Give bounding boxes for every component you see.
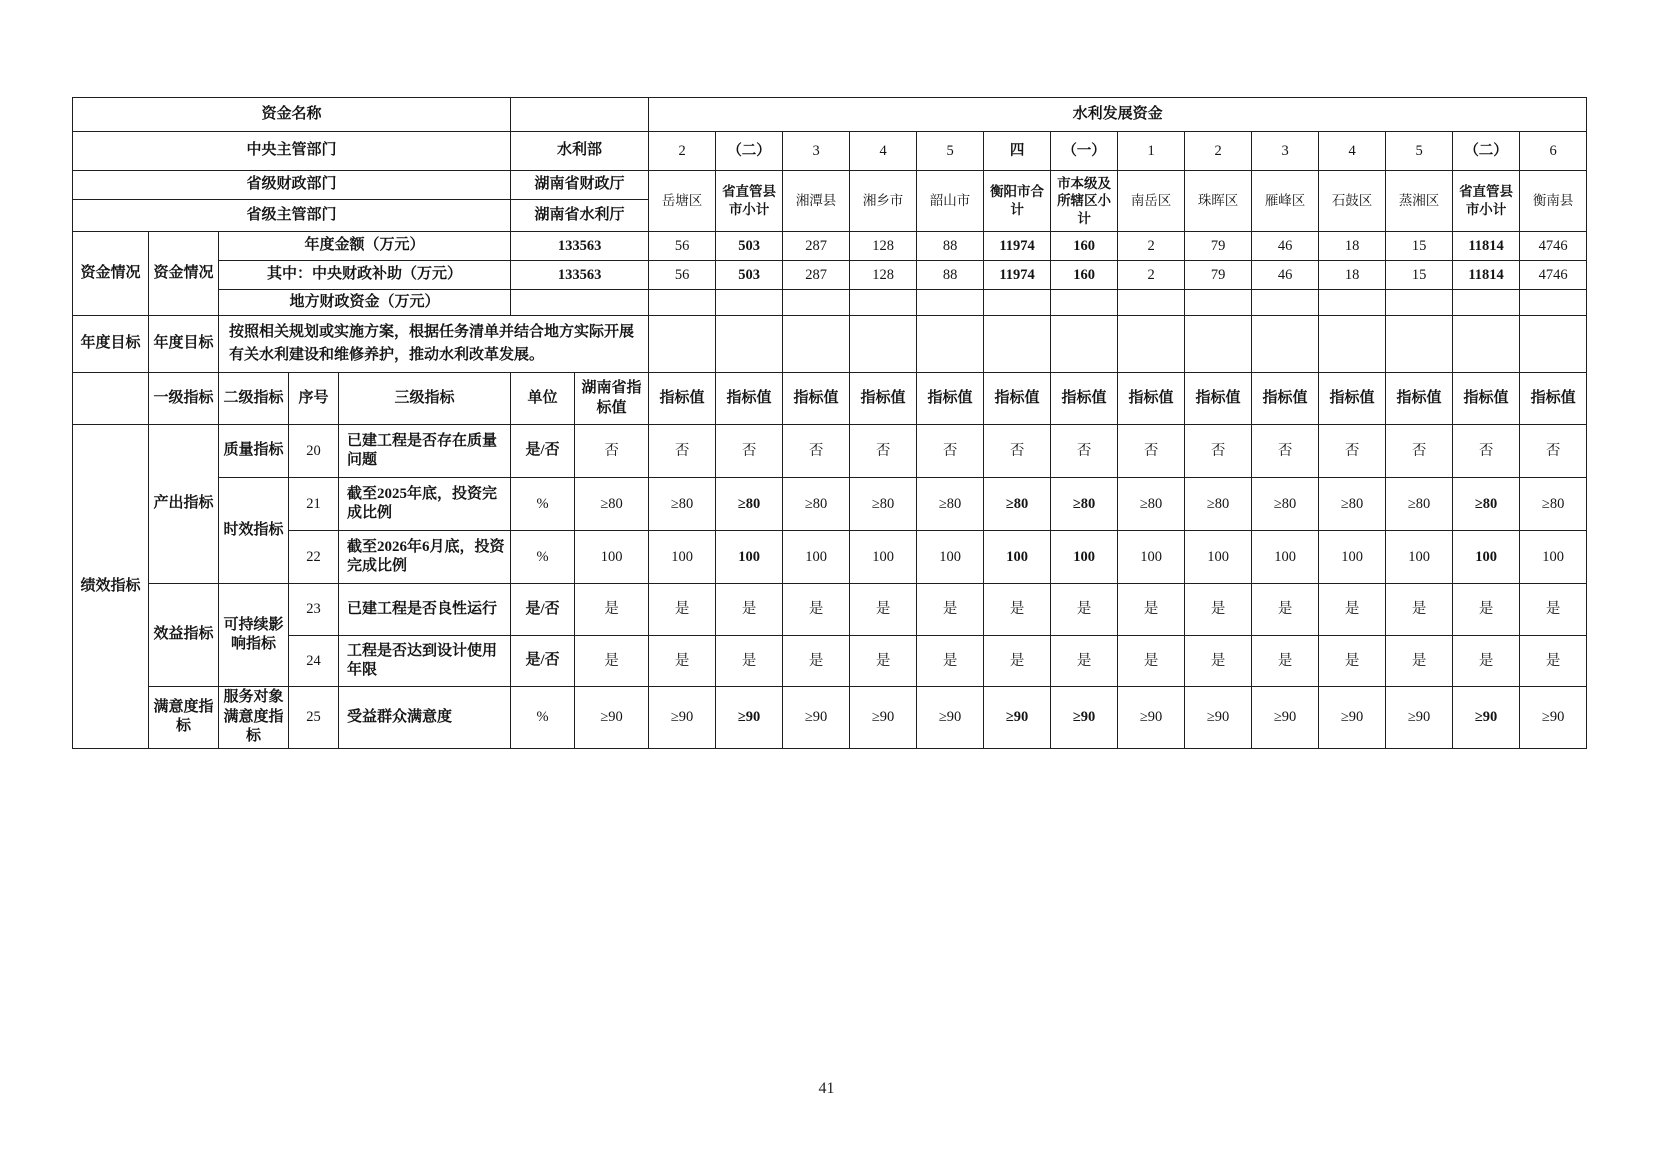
value-cell: ≥80 xyxy=(1252,478,1319,531)
empty-cell xyxy=(1319,290,1386,316)
value-cell: 否 xyxy=(917,425,984,478)
value-cell: ≥90 xyxy=(917,687,984,749)
row-annual-goal xyxy=(73,316,1587,373)
row-central-subsidy xyxy=(73,261,1587,290)
indicator-value-header: 指标值 xyxy=(1051,373,1118,425)
value-cell: 100 xyxy=(1185,531,1252,584)
value-cell: 100 xyxy=(984,531,1051,584)
value-cell: ≥90 xyxy=(1185,687,1252,749)
region-header-cell: 湘潭县 xyxy=(783,171,850,232)
region-header-cell: 珠晖区 xyxy=(1185,171,1252,232)
empty-cell xyxy=(511,98,649,132)
value-cell: 11814 xyxy=(1453,261,1520,290)
indicator-value-header: 指标值 xyxy=(783,373,850,425)
indicator-value-header: 指标值 xyxy=(1319,373,1386,425)
value-cell: 否 xyxy=(783,425,850,478)
column-number-cell: 5 xyxy=(917,132,984,171)
value-cell: 是 xyxy=(783,584,850,636)
value-cell: 是 xyxy=(1118,636,1185,687)
perf-section-label: 绩效指标 xyxy=(73,425,149,749)
column-number-cell: 2 xyxy=(1185,132,1252,171)
indicator-value-header: 指标值 xyxy=(1185,373,1252,425)
hunan-value-cell: 是 xyxy=(575,584,649,636)
empty-cell xyxy=(984,290,1051,316)
indicator-value-header: 指标值 xyxy=(1453,373,1520,425)
empty-cell xyxy=(1453,316,1520,373)
indicator-value-header: 指标值 xyxy=(1520,373,1587,425)
indicator-value-header: 指标值 xyxy=(1252,373,1319,425)
value-cell: 2 xyxy=(1118,261,1185,290)
central-dept-label: 中央主管部门 xyxy=(73,132,511,171)
hunan-value-cell: 是 xyxy=(575,636,649,687)
hunan-value-cell: 133563 xyxy=(511,232,649,261)
page-number: 41 xyxy=(818,1080,835,1097)
column-number-cell: 4 xyxy=(850,132,917,171)
empty-cell xyxy=(1185,316,1252,373)
fund-row-label: 年度金额（万元） xyxy=(219,232,511,261)
value-cell: ≥90 xyxy=(1520,687,1587,749)
level2-cell: 服务对象满意度指标 xyxy=(219,687,289,749)
hunan-value-cell: 否 xyxy=(575,425,649,478)
value-cell: ≥80 xyxy=(716,478,783,531)
row-fund-name xyxy=(73,98,1587,132)
empty-cell xyxy=(917,290,984,316)
value-cell: ≥80 xyxy=(1118,478,1185,531)
hunan-value-cell: ≥80 xyxy=(575,478,649,531)
value-cell: 否 xyxy=(716,425,783,478)
region-header-cell: 省直管县市小计 xyxy=(1453,171,1520,232)
value-cell: 100 xyxy=(1118,531,1185,584)
column-number-cell: 3 xyxy=(1252,132,1319,171)
value-cell: 100 xyxy=(716,531,783,584)
value-cell: 11814 xyxy=(1453,232,1520,261)
value-cell: ≥80 xyxy=(1520,478,1587,531)
row-indicator-22 xyxy=(73,531,1587,584)
value-cell: 否 xyxy=(1185,425,1252,478)
value-cell: 79 xyxy=(1185,261,1252,290)
fund-section-label: 资金情况 xyxy=(149,232,219,316)
unit-header: 单位 xyxy=(511,373,575,425)
value-cell: 100 xyxy=(649,531,716,584)
empty-cell xyxy=(1252,290,1319,316)
value-cell: 18 xyxy=(1319,232,1386,261)
empty-cell xyxy=(649,316,716,373)
row-indicator-25 xyxy=(73,687,1587,749)
value-cell: 是 xyxy=(1051,584,1118,636)
value-cell: 503 xyxy=(716,261,783,290)
value-cell: ≥90 xyxy=(783,687,850,749)
empty-cell xyxy=(1319,316,1386,373)
level3-cell: 截至2025年底，投资完成比例 xyxy=(339,478,511,531)
empty-cell xyxy=(1051,316,1118,373)
value-cell: 4746 xyxy=(1520,261,1587,290)
value-cell: 是 xyxy=(649,584,716,636)
empty-cell xyxy=(984,316,1051,373)
value-cell: 15 xyxy=(1386,261,1453,290)
level1-cell: 产出指标 xyxy=(149,425,219,584)
empty-cell xyxy=(917,316,984,373)
value-cell: 287 xyxy=(783,261,850,290)
hunan-value-cell: 133563 xyxy=(511,261,649,290)
row-central-dept xyxy=(73,132,1587,171)
value-cell: 88 xyxy=(917,232,984,261)
value-cell: 15 xyxy=(1386,232,1453,261)
region-header-cell: 衡阳市合计 xyxy=(984,171,1051,232)
value-cell: 是 xyxy=(1051,636,1118,687)
value-cell: 是 xyxy=(1520,584,1587,636)
empty-cell xyxy=(73,373,149,425)
seq-header: 序号 xyxy=(289,373,339,425)
region-header-cell: 蒸湘区 xyxy=(1386,171,1453,232)
value-cell: 否 xyxy=(1051,425,1118,478)
fund-section-label: 资金情况 xyxy=(73,232,149,316)
fund-row-label: 地方财政资金（万元） xyxy=(219,290,511,316)
value-cell: 18 xyxy=(1319,261,1386,290)
value-cell: 是 xyxy=(1453,636,1520,687)
fund-name-label: 资金名称 xyxy=(73,98,511,132)
value-cell: 是 xyxy=(984,636,1051,687)
empty-cell xyxy=(1185,290,1252,316)
empty-cell xyxy=(850,316,917,373)
level3-cell: 已建工程是否良性运行 xyxy=(339,584,511,636)
column-number-cell: 4 xyxy=(1319,132,1386,171)
value-cell: 是 xyxy=(1319,584,1386,636)
value-cell: 是 xyxy=(1252,584,1319,636)
region-header-cell: 湘乡市 xyxy=(850,171,917,232)
value-cell: 是 xyxy=(1185,584,1252,636)
empty-cell xyxy=(1520,316,1587,373)
provincial-finance-label: 省级财政部门 xyxy=(73,171,511,200)
row-annual-amount xyxy=(73,232,1587,261)
value-cell: 是 xyxy=(850,584,917,636)
value-cell: 是 xyxy=(716,636,783,687)
value-cell: ≥80 xyxy=(1185,478,1252,531)
unit-cell: 是/否 xyxy=(511,425,575,478)
value-cell: ≥90 xyxy=(1051,687,1118,749)
value-cell: 是 xyxy=(917,584,984,636)
value-cell: 100 xyxy=(783,531,850,584)
region-header-cell: 韶山市 xyxy=(917,171,984,232)
indicator-value-header: 指标值 xyxy=(716,373,783,425)
value-cell: ≥90 xyxy=(649,687,716,749)
empty-cell xyxy=(850,290,917,316)
empty-cell xyxy=(1453,290,1520,316)
value-cell: ≥90 xyxy=(1453,687,1520,749)
value-cell: 是 xyxy=(716,584,783,636)
level2-cell: 质量指标 xyxy=(219,425,289,478)
value-cell: 是 xyxy=(783,636,850,687)
value-cell: 79 xyxy=(1185,232,1252,261)
region-header-cell: 石鼓区 xyxy=(1319,171,1386,232)
value-cell: 是 xyxy=(984,584,1051,636)
empty-cell xyxy=(1386,290,1453,316)
value-cell: 是 xyxy=(1453,584,1520,636)
column-number-cell: （一） xyxy=(1051,132,1118,171)
value-cell: 100 xyxy=(1252,531,1319,584)
level3-header: 三级指标 xyxy=(339,373,511,425)
column-number-cell: 四 xyxy=(984,132,1051,171)
level3-cell: 受益群众满意度 xyxy=(339,687,511,749)
indicator-value-header: 指标值 xyxy=(1118,373,1185,425)
value-cell: ≥90 xyxy=(984,687,1051,749)
value-cell: 100 xyxy=(1520,531,1587,584)
unit-cell: % xyxy=(511,478,575,531)
value-cell: 否 xyxy=(1252,425,1319,478)
value-cell: 46 xyxy=(1252,261,1319,290)
level3-cell: 截至2026年6月底，投资完成比例 xyxy=(339,531,511,584)
value-cell: 是 xyxy=(1185,636,1252,687)
value-cell: 4746 xyxy=(1520,232,1587,261)
unit-cell: 是/否 xyxy=(511,636,575,687)
level1-header: 一级指标 xyxy=(149,373,219,425)
indicator-value-header: 指标值 xyxy=(984,373,1051,425)
column-number-cell: 5 xyxy=(1386,132,1453,171)
seq-cell: 24 xyxy=(289,636,339,687)
unit-cell: % xyxy=(511,531,575,584)
provincial-dept-value: 湖南省水利厅 xyxy=(511,200,649,232)
value-cell: 160 xyxy=(1051,261,1118,290)
seq-cell: 23 xyxy=(289,584,339,636)
value-cell: 是 xyxy=(850,636,917,687)
value-cell: 是 xyxy=(1319,636,1386,687)
value-cell: ≥80 xyxy=(783,478,850,531)
empty-cell xyxy=(716,316,783,373)
indicator-value-header: 指标值 xyxy=(917,373,984,425)
empty-cell xyxy=(1051,290,1118,316)
empty-cell xyxy=(716,290,783,316)
empty-cell xyxy=(1520,290,1587,316)
level3-cell: 工程是否达到设计使用年限 xyxy=(339,636,511,687)
value-cell: ≥90 xyxy=(1319,687,1386,749)
annual-goal-label: 年度目标 xyxy=(73,316,149,373)
column-number-cell: （二） xyxy=(716,132,783,171)
annual-goal-text: 按照相关规划或实施方案，根据任务清单并结合地方实际开展有关水利建设和维修养护，推动水利改革发展。 xyxy=(219,316,649,373)
value-cell: ≥90 xyxy=(1386,687,1453,749)
hunan-value-cell: 100 xyxy=(575,531,649,584)
empty-cell xyxy=(783,290,850,316)
indicator-value-header: 指标值 xyxy=(850,373,917,425)
value-cell: ≥80 xyxy=(1453,478,1520,531)
value-cell: ≥80 xyxy=(984,478,1051,531)
row-provincial-finance xyxy=(73,171,1587,200)
provincial-dept-label: 省级主管部门 xyxy=(73,200,511,232)
hunan-header: 湖南省指标值 xyxy=(575,373,649,425)
value-cell: ≥80 xyxy=(1319,478,1386,531)
value-cell: ≥80 xyxy=(1386,478,1453,531)
value-cell: ≥80 xyxy=(850,478,917,531)
value-cell: ≥80 xyxy=(917,478,984,531)
empty-cell xyxy=(1252,316,1319,373)
value-cell: 128 xyxy=(850,232,917,261)
value-cell: 是 xyxy=(649,636,716,687)
seq-cell: 25 xyxy=(289,687,339,749)
empty-cell xyxy=(783,316,850,373)
value-cell: 否 xyxy=(1118,425,1185,478)
value-cell: ≥80 xyxy=(1051,478,1118,531)
column-number-cell: 2 xyxy=(649,132,716,171)
value-cell: 46 xyxy=(1252,232,1319,261)
central-dept-value: 水利部 xyxy=(511,132,649,171)
indicator-value-header: 指标值 xyxy=(1386,373,1453,425)
value-cell: 100 xyxy=(850,531,917,584)
level1-cell: 满意度指标 xyxy=(149,687,219,749)
value-cell: 否 xyxy=(1520,425,1587,478)
value-cell: 是 xyxy=(1386,584,1453,636)
hunan-value-cell: ≥90 xyxy=(575,687,649,749)
seq-cell: 20 xyxy=(289,425,339,478)
value-cell: ≥80 xyxy=(649,478,716,531)
value-cell: 否 xyxy=(1319,425,1386,478)
column-number-cell: 3 xyxy=(783,132,850,171)
value-cell: 2 xyxy=(1118,232,1185,261)
seq-cell: 21 xyxy=(289,478,339,531)
level2-cell: 可持续影响指标 xyxy=(219,584,289,687)
provincial-finance-value: 湖南省财政厅 xyxy=(511,171,649,200)
value-cell: 否 xyxy=(1453,425,1520,478)
row-indicator-20 xyxy=(73,425,1587,478)
value-cell: 是 xyxy=(1386,636,1453,687)
region-header-cell: 衡南县 xyxy=(1520,171,1587,232)
value-cell: 否 xyxy=(850,425,917,478)
value-cell: 否 xyxy=(649,425,716,478)
value-cell: 100 xyxy=(1051,531,1118,584)
region-header-cell: 南岳区 xyxy=(1118,171,1185,232)
value-cell: 56 xyxy=(649,261,716,290)
value-cell: 100 xyxy=(1319,531,1386,584)
value-cell: 否 xyxy=(984,425,1051,478)
level2-cell: 时效指标 xyxy=(219,478,289,584)
row-indicator-21 xyxy=(73,478,1587,531)
region-header-cell: 市本级及所辖区小计 xyxy=(1051,171,1118,232)
row-indicator-23 xyxy=(73,584,1587,636)
row-indicator-24 xyxy=(73,636,1587,687)
value-cell: 是 xyxy=(1252,636,1319,687)
value-cell: 100 xyxy=(917,531,984,584)
region-header-cell: 省直管县市小计 xyxy=(716,171,783,232)
annual-goal-label: 年度目标 xyxy=(149,316,219,373)
value-cell: 160 xyxy=(1051,232,1118,261)
column-number-cell: 6 xyxy=(1520,132,1587,171)
performance-indicator-table xyxy=(72,97,1587,749)
indicator-value-header: 指标值 xyxy=(649,373,716,425)
value-cell: 11974 xyxy=(984,232,1051,261)
level3-cell: 已建工程是否存在质量问题 xyxy=(339,425,511,478)
unit-cell: 是/否 xyxy=(511,584,575,636)
value-cell: 287 xyxy=(783,232,850,261)
column-number-cell: （二） xyxy=(1453,132,1520,171)
value-cell: ≥90 xyxy=(1118,687,1185,749)
fund-name-value: 水利发展资金 xyxy=(649,98,1587,132)
column-number-cell: 1 xyxy=(1118,132,1185,171)
value-cell: 128 xyxy=(850,261,917,290)
row-indicator-header xyxy=(73,373,1587,425)
empty-cell xyxy=(649,290,716,316)
value-cell: 11974 xyxy=(984,261,1051,290)
empty-cell xyxy=(1118,316,1185,373)
value-cell: 否 xyxy=(1386,425,1453,478)
fund-row-label: 其中：中央财政补助（万元） xyxy=(219,261,511,290)
value-cell: ≥90 xyxy=(850,687,917,749)
level2-header: 二级指标 xyxy=(219,373,289,425)
value-cell: ≥90 xyxy=(1252,687,1319,749)
value-cell: 100 xyxy=(1453,531,1520,584)
value-cell: 是 xyxy=(1520,636,1587,687)
value-cell: 100 xyxy=(1386,531,1453,584)
empty-cell xyxy=(1118,290,1185,316)
value-cell: 88 xyxy=(917,261,984,290)
row-local-fund xyxy=(73,290,1587,316)
hunan-value-cell xyxy=(511,290,649,316)
value-cell: 503 xyxy=(716,232,783,261)
budget-performance-table xyxy=(72,97,1587,749)
value-cell: ≥90 xyxy=(716,687,783,749)
empty-cell xyxy=(1386,316,1453,373)
unit-cell: % xyxy=(511,687,575,749)
value-cell: 是 xyxy=(1118,584,1185,636)
value-cell: 是 xyxy=(917,636,984,687)
level1-cell: 效益指标 xyxy=(149,584,219,687)
value-cell: 56 xyxy=(649,232,716,261)
seq-cell: 22 xyxy=(289,531,339,584)
region-header-cell: 雁峰区 xyxy=(1252,171,1319,232)
region-header-cell: 岳塘区 xyxy=(649,171,716,232)
